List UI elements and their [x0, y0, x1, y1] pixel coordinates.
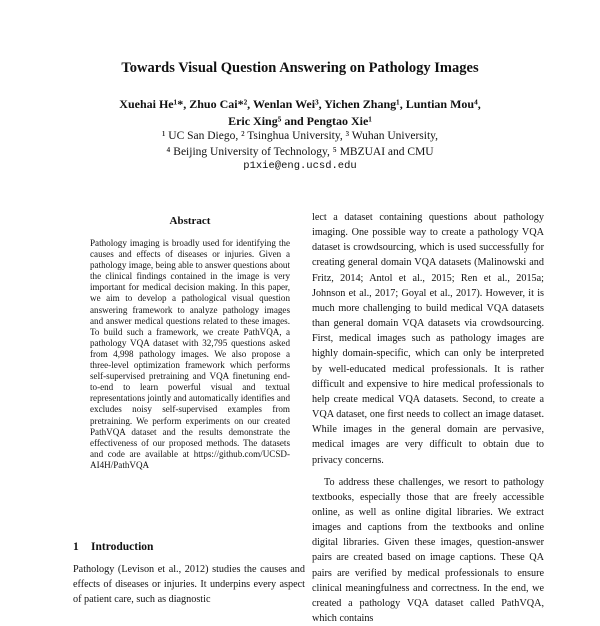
affiliation-line-1: ¹ UC San Diego, ² Tsinghua University, ³ Wuhan University, — [161, 130, 439, 142]
section-title: Introduction — [91, 541, 154, 553]
introduction-body: Pathology (Levison et al., 2012) studies the causes and effects of diseases or injuries. It underpins every aspect of patient care, such as diagnostic — [73, 564, 305, 606]
section-number: 1 — [73, 541, 79, 553]
paper-title: Towards Visual Question Answering on Pathology Images — [121, 60, 479, 76]
abstract-heading: Abstract — [169, 215, 211, 227]
authors-line-1: Xuehai He¹*, Zhuo Cai*², Wenlan Wei³, Yichen Zhang¹, Luntian Mou⁴, — [119, 97, 481, 111]
affiliation-line-2: ⁴ Beijing University of Technology, ⁵ MBZUAI and CMU — [166, 146, 434, 158]
author-list — [0, 96, 600, 130]
right-paragraph-2: To address these challenges, we resort to pathology textbooks, especially those that are freely accessible online, as well as online digital libraries. We extract images and captions from the textbooks and online digital libraries. Given these images, question-answer pairs are created based on image captions. These QA pairs are verified by medical professionals to ensure clinical meaningfulness and correctness. In the end, we created a pathology VQA dataset called PathVQA, which contains — [312, 476, 544, 625]
right-paragraph-1: lect a dataset containing questions about pathology imaging. One possible way to create a pathology VQA dataset is crowdsourcing, which is used successfully for creating general domain VQA datasets (Malinowski and Fritz, 2014; Antol et al., 2015; Ren et al., 2015a; Johnson et al., 2017; Goyal et al., 2017). However, it is much more challenging to build medical VQA datasets than general domain VQA datasets via crowdsourcing. First, medical images such as pathology images are highly domain-specific, which can only be interpreted by well-educated medical professionals. It is rather difficult and expensive to hire medical professionals to help create medical VQA datasets. Second, to create a VQA dataset, one first needs to collect an image dataset. While images in the general domain are pervasive, medical images are very difficult to obtain due to privacy concerns. — [312, 212, 544, 466]
contact-email: p1xie@eng.ucsd.edu — [243, 160, 357, 172]
authors-line-2: Eric Xing⁵ and Pengtao Xie¹ — [228, 114, 372, 128]
introduction-heading — [73, 541, 153, 553]
affiliations — [0, 128, 600, 160]
right-column — [312, 210, 544, 625]
abstract-body: Pathology imaging is broadly used for identifying the causes and effects of diseases or injuries. Given a pathology image, being able to answer questions about the clinical findings contained in the image is very important for medical decision making. In this paper, we aim to develop a pathological visual question answering framework to analyze pathology images and answer medical questions related to these images. To build such a framework, we create PathVQA, a pathology VQA dataset with 32,795 questions asked from 4,998 pathology images. We also propose a three-level optimization framework which performs self-supervised pretraining and VQA finetuning end-to-end to learn powerful visual and textual representations jointly and automatically identifies and excludes noisy self-supervised examples from pretraining. We perform experiments on our created PathVQA dataset and the results demonstrate the effectiveness of our proposed methods. The datasets and code are available at https://github.com/UCSD-AI4H/PathVQA — [90, 238, 290, 470]
